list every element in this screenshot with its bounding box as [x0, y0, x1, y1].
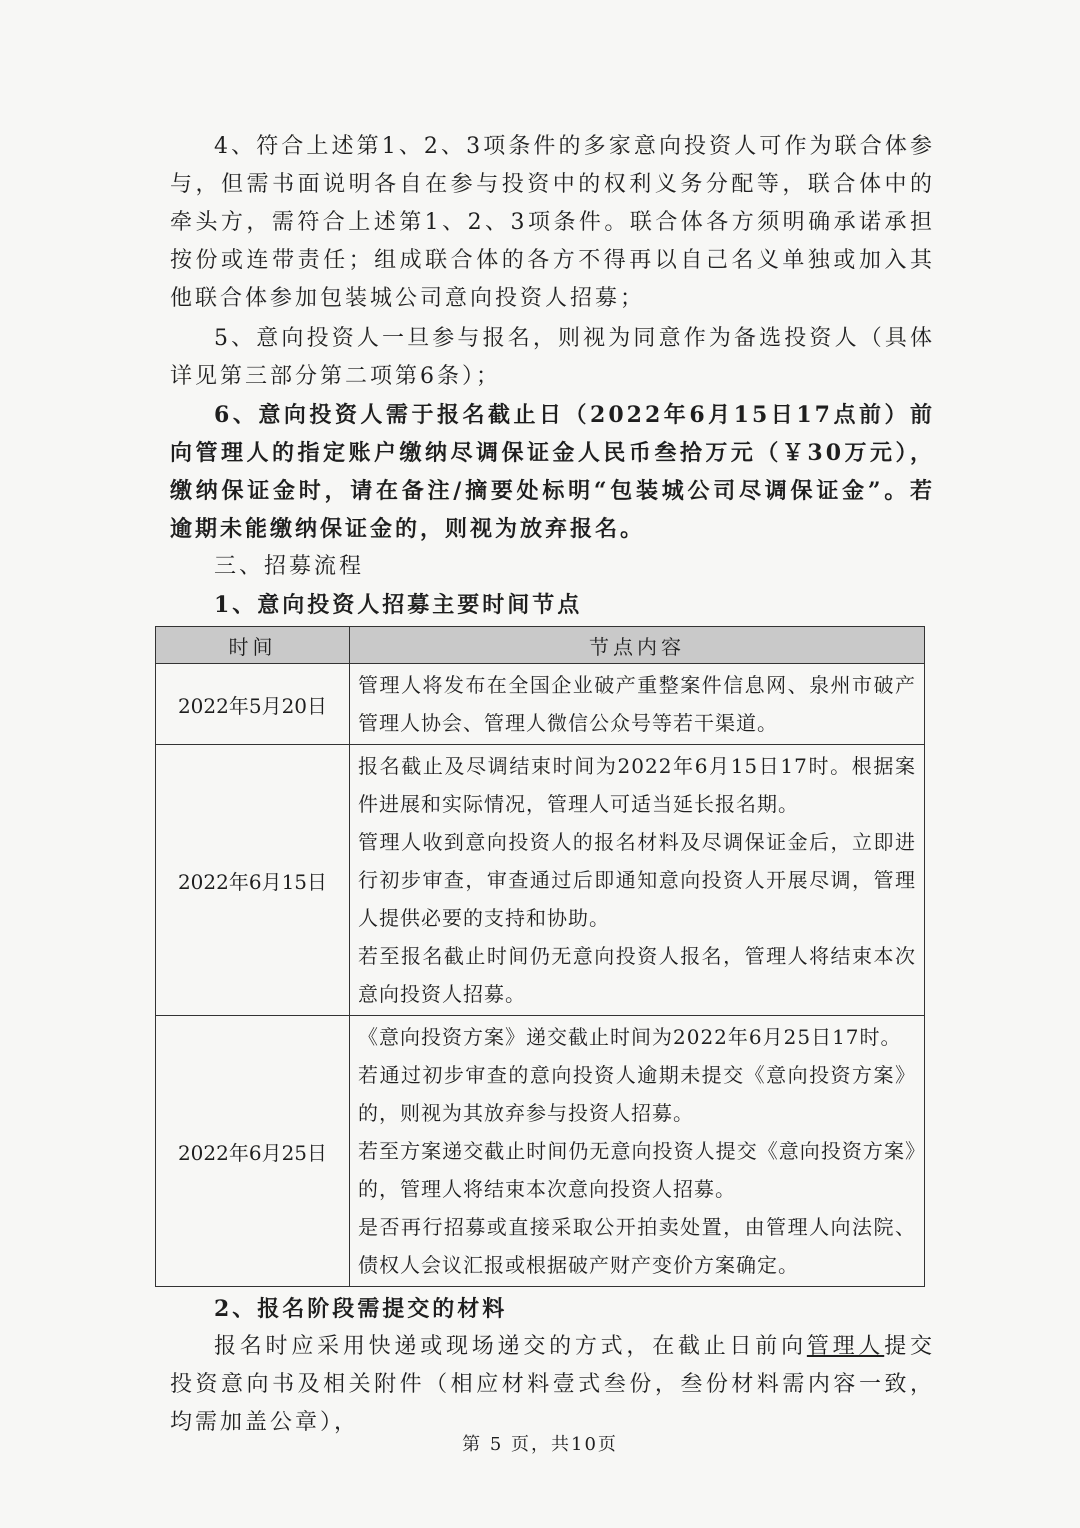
paragraph-5: 5、意向投资人一旦参与报名，则视为同意作为备选投资人（具体详见第三部分第二项第6条）；: [170, 326, 935, 389]
header-content: 节点内容: [350, 627, 925, 664]
subsection-1-heading: 1、意向投资人招募主要时间节点: [214, 592, 583, 618]
table-row: [156, 745, 925, 1016]
row-content: [350, 664, 925, 745]
content-line: 管理人将发布在全国企业破产重整案件信息网、泉州市破产管理人协会、管理人微信公众号等若干渠道。: [358, 673, 916, 735]
content-line: 《意向投资方案》递交截止时间为2022年6月25日17时。: [358, 1025, 902, 1049]
section-3-heading: 三、招募流程: [214, 554, 365, 579]
table-header-row: [156, 627, 925, 664]
content-line: 若至报名截止时间仍无意向投资人报名，管理人将结束本次意向投资人招募。: [358, 944, 916, 1006]
final-paragraph-text-end: 提交投资意向书及相关附件（相应材料壹式叁份，叁份材料需内容一致，均需加盖公章），: [170, 1334, 935, 1435]
final-paragraph: [170, 1328, 935, 1442]
row-content: [350, 1016, 925, 1287]
row-date: 2022年5月20日: [156, 664, 350, 745]
content-line: 管理人收到意向投资人的报名材料及尽调保证金后，立即进行初步审查，审查通过后即通知意向投资人开展尽调，管理人提供必要的支持和协助。: [358, 830, 916, 930]
content-line: 若通过初步审查的意向投资人逾期未提交《意向投资方案》的，则视为其放弃参与投资人招募。: [358, 1063, 916, 1125]
header-time: 时间: [156, 627, 350, 664]
table-row: [156, 664, 925, 745]
final-paragraph-text: 报名时应采用快递或现场递交的方式，在截止日前向: [214, 1334, 807, 1359]
paragraph-6: 6、意向投资人需于报名截止日（2022年6月15日17点前）前向管理人的指定账户缴纳尽调保证金人民币叁拾万元（￥30万元），缴纳保证金时，请在备注/摘要处标明“包装城公司尽调保证金”。若逾期未能缴纳保证金的，则视为放弃报名。: [170, 402, 935, 542]
content-line: 报名截止及尽调结束时间为2022年6月15日17时。根据案件进展和实际情况，管理人可适当延长报名期。: [358, 754, 916, 816]
row-date: 2022年6月25日: [156, 1016, 350, 1287]
content-line: 是否再行招募或直接采取公开拍卖处置，由管理人向法院、债权人会议汇报或根据破产财产变价方案确定。: [358, 1215, 916, 1277]
subsection-2-heading: 2、报名阶段需提交的材料: [214, 1296, 508, 1322]
schedule-table: [155, 626, 925, 1287]
table-row: [156, 1016, 925, 1287]
paragraph-4: 4、符合上述第1、2、3项条件的多家意向投资人可作为联合体参与，但需书面说明各自在参与投资中的权利义务分配等，联合体中的牵头方，需符合上述第1、2、3项条件。联合体各方须明确承诺承担按份或连带责任；组成联合体的各方不得再以自己名义单独或加入其他联合体参加包装城公司意向投资人招募；: [170, 134, 935, 311]
content-line: 若至方案递交截止时间仍无意向投资人提交《意向投资方案》的，管理人将结束本次意向投资人招募。: [358, 1139, 916, 1201]
page-footer: 第 5 页，共10页: [462, 1434, 618, 1455]
row-content: [350, 745, 925, 1016]
manager-underlined: 管理人: [806, 1334, 885, 1359]
row-date: 2022年6月15日: [156, 745, 350, 1016]
